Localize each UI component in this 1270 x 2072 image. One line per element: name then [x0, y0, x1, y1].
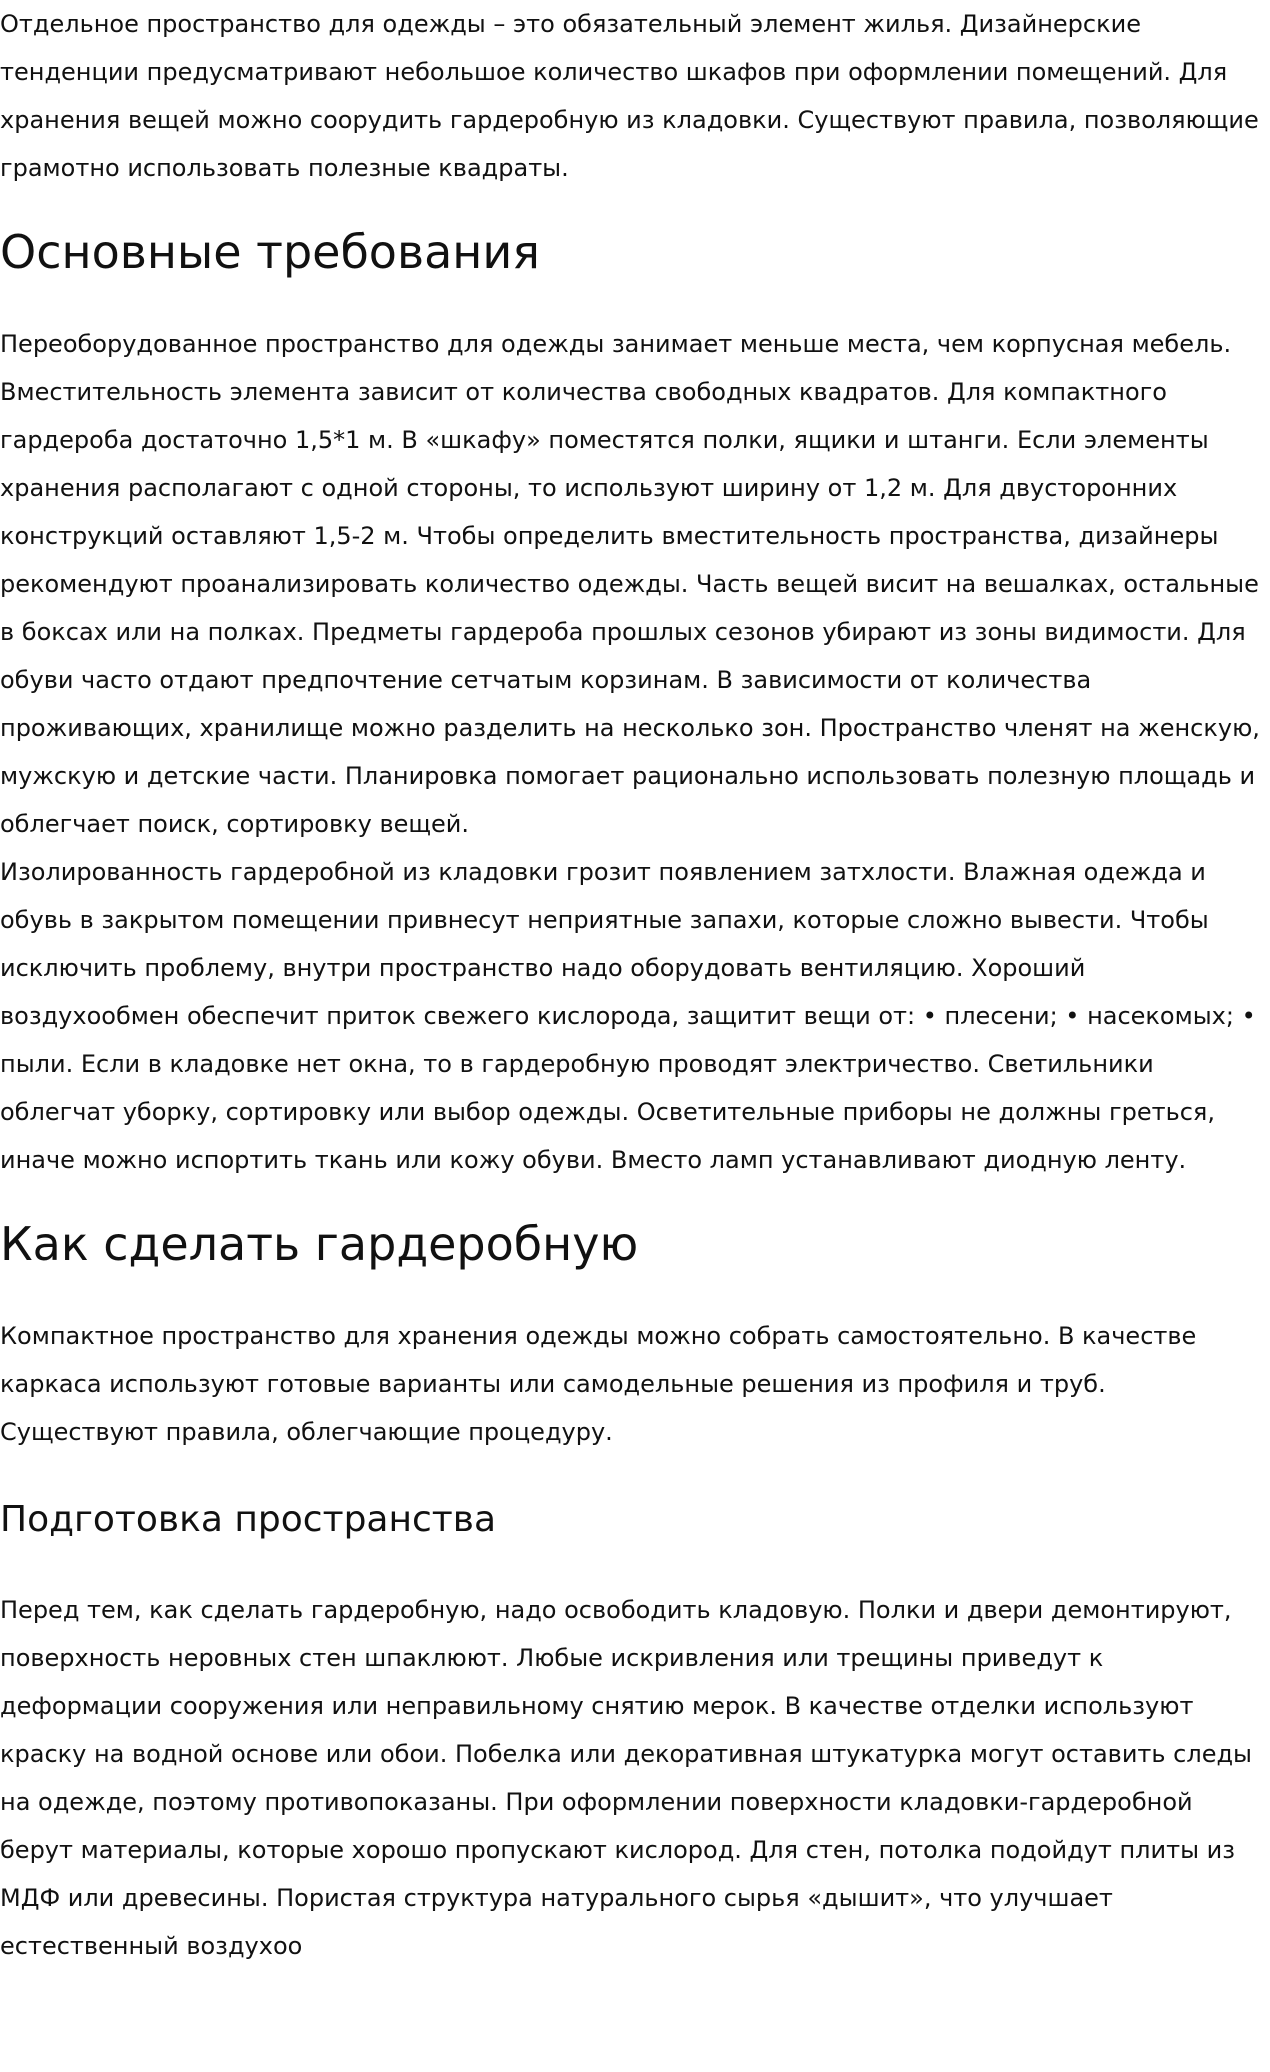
- heading-space-preparation: Подготовка пространства: [0, 1499, 497, 1540]
- how-to-paragraph-1: Компактное пространство для хранения одежды можно собрать самостоятельно. В качестве каркаса используют готовые варианты или самодельные решения из профиля и труб. Существуют правила, облегчающие процедуру.: [0, 1322, 1197, 1446]
- heading-main-requirements: Основные требования: [0, 225, 540, 279]
- intro-paragraph: Отдельное пространство для одежды – это обязательный элемент жилья. Дизайнерские тенденции предусматривают небольшое количество шкафов при оформлении помещений. Для хранения вещей можно соорудить гардеробную из кладовки. Существуют правила, позволяющие грамотно использовать полезные квадраты.: [0, 10, 1259, 182]
- preparation-paragraph-1: Перед тем, как сделать гардеробную, надо освободить кладовую. Полки и двери демонтируют, поверхность неровных стен шпаклюют. Любые искривления или трещины приведут к деформации сооружения или неправильному снятию мерок. В качестве отделки используют краску на водной основе или обои. Побелка или декоративная штукатурка могут оставить следы на одежде, поэтому противопоказаны. При оформлении поверхности кладовки-гардеробной берут материалы, которые хорошо пропускают кислород. Для стен, потолка подойдут плиты из МДФ или древесины. Пористая структура натурального сырья «дышит», что улучшает естественный воздухоо: [0, 1596, 1253, 1960]
- requirements-paragraph-1: Переоборудованное пространство для одежды занимает меньше места, чем корпусная мебель. Вместительность элемента зависит от количества свободных квадратов. Для компактного гардероба достаточно 1,5*1 м. В «шкафу» поместятся полки, ящики и штанги. Если элементы хранения располагают с одной стороны, то используют ширину от 1,2 м. Для двусторонних конструкций оставляют 1,5-2 м. Чтобы определить вместительность пространства, дизайнеры рекомендуют проанализировать количество одежды. Часть вещей висит на вешалках, остальные в боксах или на полках. Предметы гардероба прошлых сезонов убирают из зоны видимости. Для обуви часто отдают предпочтение сетчатым корзинам. В зависимости от количества проживающих, хранилище можно разделить на несколько зон. Пространство членят на женскую, мужскую и детские части. Планировка помогает рационально использовать полезную площадь и облегчает поиск, сортировку вещей.: [0, 330, 1260, 838]
- heading-how-to-make: Как сделать гардеробную: [0, 1217, 639, 1271]
- requirements-paragraph-2: Изолированность гардеробной из кладовки грозит появлением затхлости. Влажная одежда и обувь в закрытом помещении привнесут неприятные запахи, которые сложно вывести. Чтобы исключить проблему, внутри пространство надо оборудовать вентиляцию. Хороший воздухообмен обеспечит приток свежего кислорода, защитит вещи от: • плесени; • насекомых; • пыли. Если в кладовке нет окна, то в гардеробную проводят электричество. Светильники облегчат уборку, сортировку или выбор одежды. Осветительные приборы не должны греться, иначе можно испортить ткань или кожу обуви. Вместо ламп устанавливают диодную ленту.: [0, 858, 1256, 1174]
